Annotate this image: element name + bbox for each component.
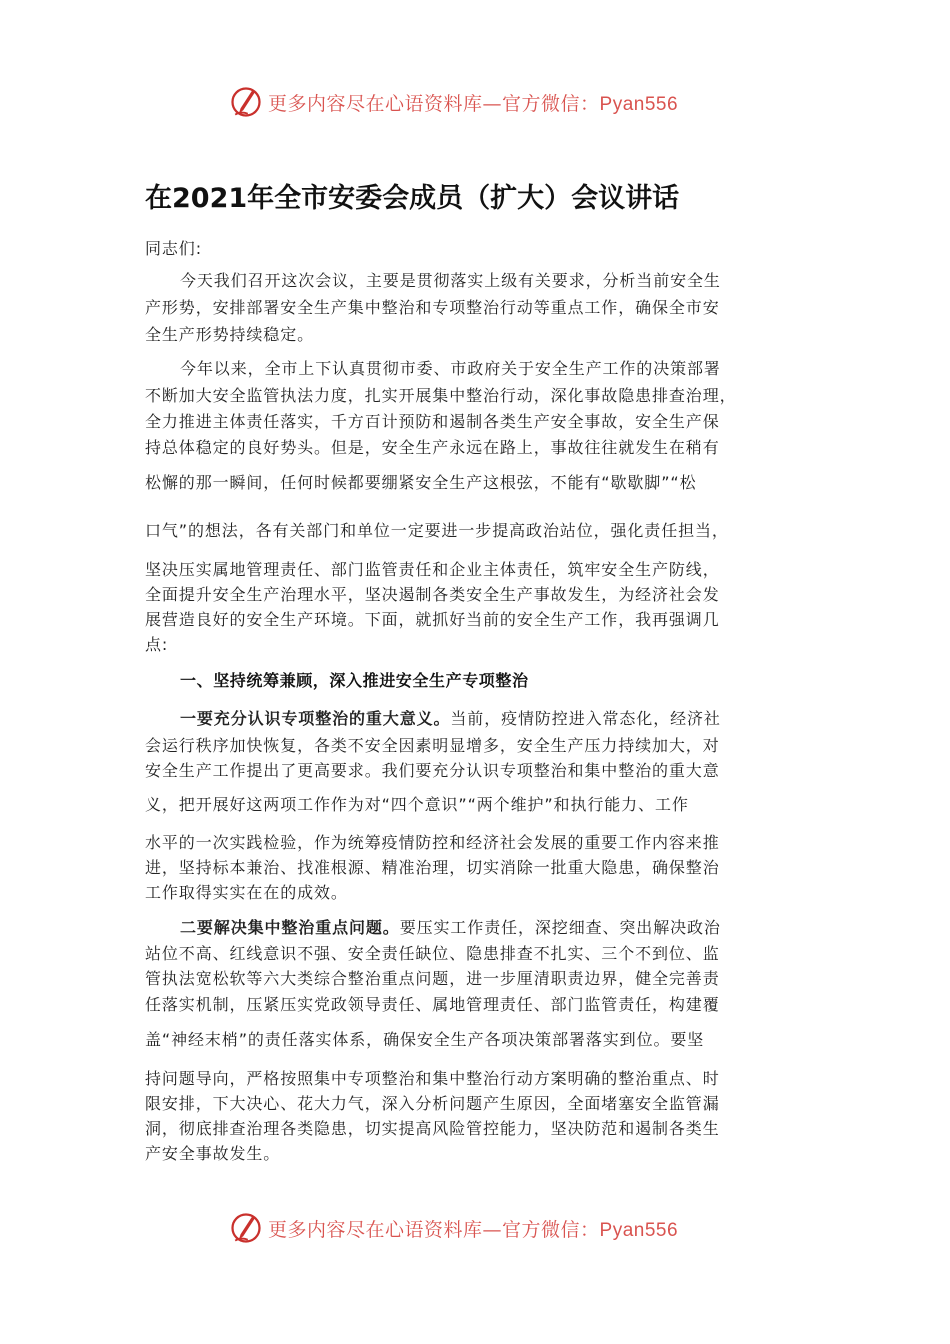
document-title: 在2021年全市安委会成员（扩大）会议讲话	[145, 183, 680, 214]
wechat-id: Pyan556	[599, 93, 679, 115]
paragraph-2-line: 全力推进主体责任落实，千方百计预防和遏制各类生产安全事故，安全生产保	[145, 412, 720, 431]
paragraph-3-line: 一要充分认识专项整治的重大意义。当前，疫情防控进入常态化，经济社	[180, 709, 721, 728]
paragraph-3-line: 安全生产工作提出了更高要求。我们要充分认识专项整治和集中整治的重大意	[145, 761, 720, 780]
paragraph-2-line: 口气”的想法，各有关部门和单位一定要进一步提高政治站位，强化责任担当，	[145, 521, 729, 540]
paragraph-2-line: 全面提升安全生产治理水平，坚决遏制各类安全生产事故发生，为经济社会发	[145, 585, 720, 604]
paragraph-4-line: 洞，彻底排查治理各类隐患，切实提高风险管控能力，坚决防范和遏制各类生	[145, 1119, 720, 1138]
paragraph-4-lead: 二要解决集中整治重点问题。	[180, 918, 400, 937]
paragraph-4-line: 限安排，下大决心、花大力气，深入分析问题产生原因，全面堵塞安全监管漏	[145, 1094, 720, 1113]
paragraph-3-line: 义，把开展好这两项工作作为对“四个意识”“两个维护”和执行能力、工作	[145, 795, 689, 814]
paragraph-2-line: 不断加大安全监管执法力度，扎实开展集中整治行动，深化事故隐患排查治理，	[145, 386, 737, 405]
paragraph-4-line: 任落实机制，压紧压实党政领导责任、属地管理责任、部门监管责任，构建覆	[145, 995, 720, 1014]
paragraph-2-line: 今年以来，全市上下认真贯彻市委、市政府关于安全生产工作的决策部署	[180, 359, 721, 378]
paragraph-4-line: 持问题导向，严格按照集中专项整治和集中整治行动方案明确的整治重点、时	[145, 1069, 720, 1088]
paragraph-3-lead: 一要充分认识专项整治的重大意义。	[180, 709, 451, 728]
salutation: 同志们:	[145, 239, 202, 258]
paragraph-4-line: 站位不高、红线意识不强、安全责任缺位、隐患排查不扎实、三个不到位、监	[145, 944, 720, 963]
header-banner	[228, 82, 728, 122]
paragraph-3-line: 会运行秩序加快恢复，各类不安全因素明显增多，安全生产压力持续加大，对	[145, 736, 720, 755]
banner-text: 更多内容尽在心语资料库—官方微信：Pyan556	[268, 92, 679, 115]
footer-banner	[228, 1208, 728, 1248]
paragraph-4-line: 产安全事故发生。	[145, 1144, 281, 1163]
paragraph-2-line: 点:	[145, 635, 169, 654]
paragraph-4-line: 二要解决集中整治重点问题。要压实工作责任，深挖细查、突出解决政治	[180, 918, 721, 937]
paragraph-1-line: 产形势，安排部署安全生产集中整治和专项整治行动等重点工作，确保全市安	[145, 298, 720, 317]
paragraph-4-line: 管执法宽松软等六大类综合整治重点问题，进一步厘清职责边界，健全完善责	[145, 969, 720, 988]
paragraph-3-line: 工作取得实实在在的成效。	[145, 883, 348, 902]
quill-logo-icon	[228, 1210, 264, 1246]
paragraph-2-line: 坚决压实属地管理责任、部门监管责任和企业主体责任，筑牢安全生产防线，	[145, 560, 720, 579]
paragraph-1-line: 全生产形势持续稳定。	[145, 325, 315, 344]
paragraph-4-line: 盖“神经末梢”的责任落实体系，确保安全生产各项决策部署落实到位。要坚	[145, 1030, 705, 1049]
paragraph-1-line: 今天我们召开这次会议，主要是贯彻落实上级有关要求，分析当前安全生	[180, 271, 721, 290]
wechat-id: Pyan556	[599, 1219, 679, 1241]
paragraph-3-line: 水平的一次实践检验，作为统筹疫情防控和经济社会发展的重要工作内容来推	[145, 833, 720, 852]
paragraph-2-line: 松懈的那一瞬间，任何时候都要绷紧安全生产这根弦，不能有“歇歇脚”“松	[145, 473, 697, 492]
quill-logo-icon	[228, 84, 264, 120]
banner-text: 更多内容尽在心语资料库—官方微信：Pyan556	[268, 1218, 679, 1241]
paragraph-2-line: 展营造良好的安全生产环境。下面，就抓好当前的安全生产工作，我再强调几	[145, 610, 720, 629]
section-heading: 一、坚持统筹兼顾，深入推进安全生产专项整治	[180, 671, 529, 690]
paragraph-3-line: 进，坚持标本兼治、找准根源、精准治理，切实消除一批重大隐患，确保整治	[145, 858, 720, 877]
paragraph-2-line: 持总体稳定的良好势头。但是，安全生产永远在路上，事故往往就发生在稍有	[145, 438, 720, 457]
